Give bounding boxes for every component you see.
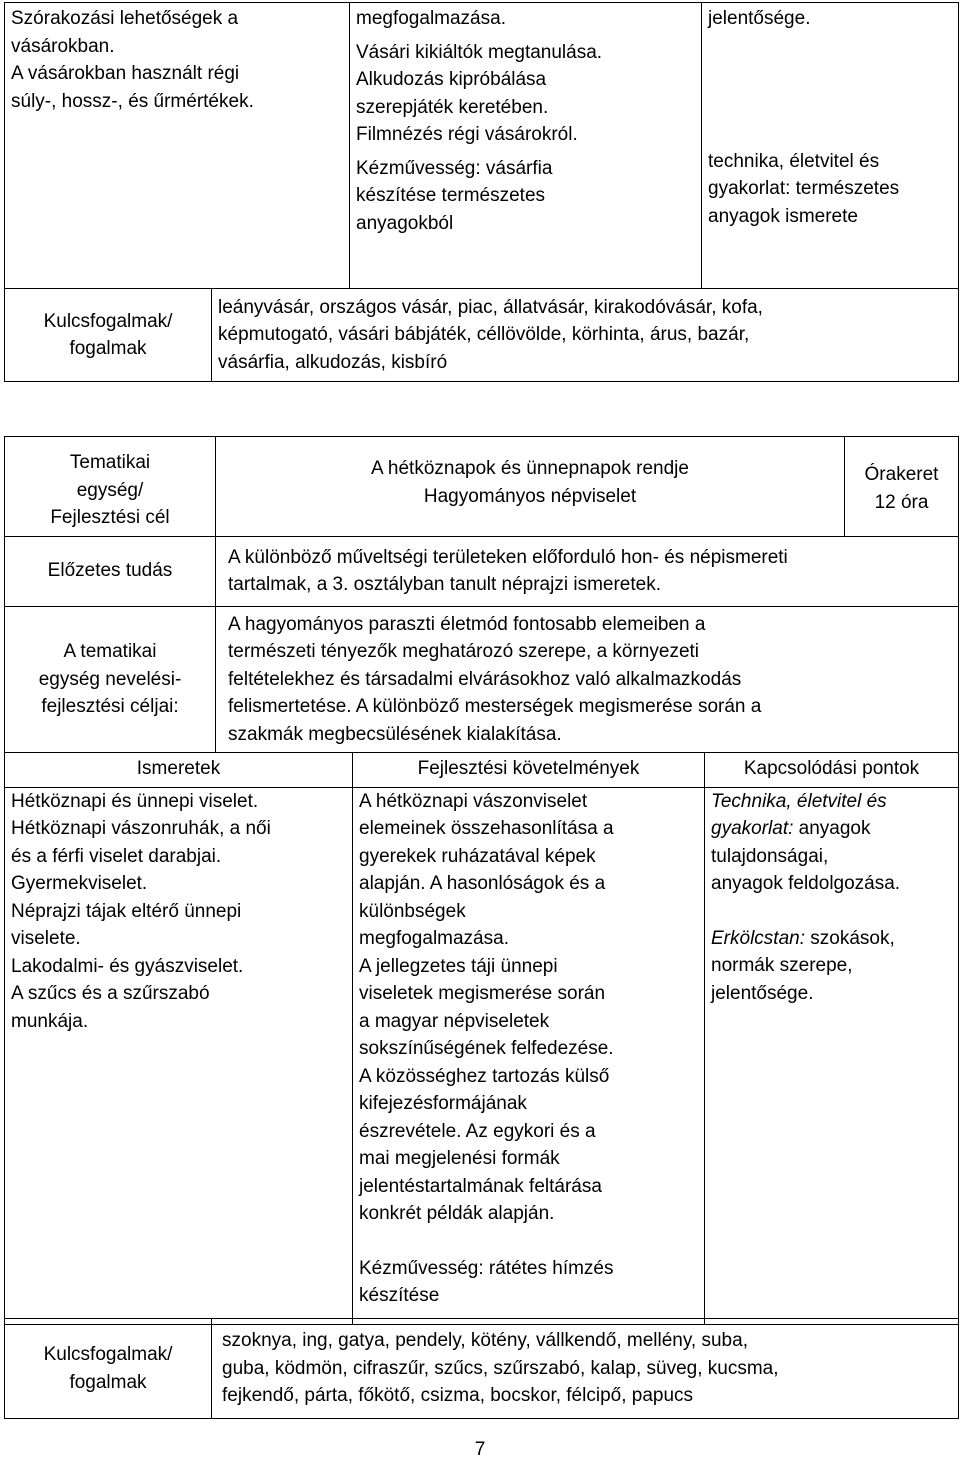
elozetes-tudas bbox=[216, 536, 959, 606]
kulcsfogalmak-label bbox=[5, 289, 212, 382]
kulcsfogalmak-label-2 bbox=[5, 1319, 212, 1419]
table-tematikai-egyseg bbox=[4, 436, 959, 1325]
tematikai-egyseg-title bbox=[216, 437, 845, 537]
text-line: Kézművesség: vásárfia bbox=[356, 157, 553, 179]
text-line: konkrét példák alapján. bbox=[359, 1203, 555, 1224]
text-line: viseletek megismerése során bbox=[359, 983, 606, 1004]
text-line: kifejezésformájának bbox=[359, 1093, 527, 1114]
text-line: Előzetes tudás bbox=[47, 560, 173, 582]
text-line: Filmnézés régi vásárokról. bbox=[356, 124, 578, 145]
text-line: A szűcs és a szűrszabó bbox=[11, 983, 210, 1004]
text-line: megfogalmazása. bbox=[356, 8, 506, 29]
text-line: súly-, hossz-, és űrmértékek. bbox=[11, 90, 254, 112]
spacer bbox=[711, 898, 952, 925]
celjai bbox=[216, 606, 959, 753]
text-line: jelentéstartalmának feltárása bbox=[359, 1175, 602, 1197]
kulcsfogalmak-viselet bbox=[212, 1319, 959, 1419]
text-line: különbségek bbox=[359, 900, 466, 922]
text-line: Hétköznapi vászonruhák, a női bbox=[11, 818, 271, 839]
text-line: leányvásár, országos vásár, piac, állatvásár, kirakodóvásár, kofa, bbox=[218, 296, 763, 318]
text-italic: Erkölcstan: bbox=[711, 927, 805, 949]
spacer bbox=[359, 1228, 698, 1255]
orakeret bbox=[845, 437, 959, 537]
text-line: szakmák megbecsülésének kialakítása. bbox=[228, 723, 562, 745]
page-number: 7 bbox=[474, 1439, 486, 1460]
text-line: Órakeret bbox=[864, 464, 939, 485]
text-line: egység nevelési- bbox=[38, 668, 182, 690]
text-line: viselete. bbox=[11, 928, 81, 949]
text-line: Hétköznapi és ünnepi viselet. bbox=[11, 790, 259, 812]
cell-vasar-tevekenysegek bbox=[350, 3, 702, 289]
text-line bbox=[711, 815, 952, 843]
text-line: feltételekhez és társadalmi elvárásokhoz való alkalmazkodás bbox=[228, 668, 742, 690]
text-line: és a férfi viselet darabjai. bbox=[11, 845, 222, 867]
text-line: Néprajzi tájak eltérő ünnepi bbox=[11, 900, 242, 922]
header-fejlesztesi bbox=[353, 753, 705, 788]
text-line: természeti tényezők meghatározó szerepe, a környezeti bbox=[228, 641, 700, 662]
text-line: munkája. bbox=[11, 1010, 89, 1032]
text-line: Fejlesztési követelmények bbox=[417, 758, 640, 779]
text-italic: gyakorlat: bbox=[711, 818, 794, 839]
text-line: guba, ködmön, cifraszűr, szűcs, szűrszabó, kalap, süveg, kucsma, bbox=[222, 1357, 779, 1379]
text-normal: szokások, bbox=[804, 927, 895, 949]
text-line: elemeinek összehasonlítása a bbox=[359, 818, 614, 839]
text-line: fogalmak bbox=[69, 338, 147, 359]
text-line: Ismeretek bbox=[136, 758, 221, 779]
kapcsolodasi-cell bbox=[705, 787, 959, 1324]
kulcsfogalmak-vasar bbox=[212, 289, 959, 382]
text-line: Kapcsolódási pontok bbox=[743, 758, 920, 779]
text-line: a magyar népviseletek bbox=[359, 1010, 550, 1032]
text-line: készítése természetes bbox=[356, 185, 546, 206]
text-line: tulajdonságai, bbox=[711, 845, 829, 867]
text-normal: anyagok bbox=[793, 818, 871, 839]
cell-vasar-kapcsolodas bbox=[702, 3, 959, 289]
text-line: anyagok feldolgozása. bbox=[711, 873, 901, 894]
text-line: képmutogató, vásári bábjáték, céllövölde, körhinta, árus, bazár, bbox=[218, 324, 750, 346]
text-line: szoknya, ing, gatya, pendely, kötény, vállkendő, mellény, suba, bbox=[222, 1330, 748, 1352]
text-line: A vásárokban használt régi bbox=[11, 63, 240, 84]
text-line: vásárfia, alkudozás, kisbíró bbox=[218, 351, 448, 373]
text-line: tartalmak, a 3. osztályban tanult néprajzi ismeretek. bbox=[228, 574, 661, 595]
text-line: A különböző műveltségi területeken előforduló hon- és népismereti bbox=[228, 546, 788, 568]
table-top bbox=[4, 2, 959, 382]
text-line: gyerekek ruházatával képek bbox=[359, 845, 596, 867]
text-line: Gyermekviselet. bbox=[11, 873, 148, 894]
text-line: anyagok ismerete bbox=[708, 205, 858, 227]
text-line: Hagyományos népviselet bbox=[423, 485, 637, 507]
text-line: normák szerepe, bbox=[711, 955, 853, 976]
text-line: jelentősége. bbox=[711, 982, 814, 1004]
text-line: Vásári kikiáltók megtanulása. bbox=[356, 41, 603, 63]
celjai-label bbox=[5, 606, 216, 753]
ismeretek-cell bbox=[5, 787, 353, 1324]
text-line: szerepjáték keretében. bbox=[356, 96, 549, 118]
text-line: A hétköznapi vászonviselet bbox=[359, 790, 588, 812]
text-line: Fejlesztési cél bbox=[50, 507, 170, 528]
text-line: mai megjelenési formák bbox=[359, 1148, 560, 1169]
text-line: anyagokból bbox=[356, 212, 454, 234]
table-kulcsfogalmak bbox=[4, 1318, 959, 1419]
text-line: A jellegzetes táji ünnepi bbox=[359, 955, 558, 977]
text-line bbox=[711, 925, 952, 953]
text-line: fejlesztési céljai: bbox=[41, 696, 179, 717]
cell-vasar-szorakozas bbox=[5, 3, 350, 289]
header-ismeretek bbox=[5, 753, 353, 788]
elozetes-tudas-label bbox=[5, 536, 216, 606]
fejlesztesi-cell bbox=[353, 787, 705, 1324]
text-line: A hétköznapok és ünnepnapok rendje bbox=[371, 458, 689, 479]
text-line: Technika, életvitel és bbox=[711, 790, 887, 812]
text-line: jelentősége. bbox=[708, 8, 811, 29]
text-line: Lakodalmi- és gyászviselet. bbox=[11, 955, 244, 977]
text-line: Szórakozási lehetőségek a bbox=[11, 8, 239, 29]
text-line: fogalmak bbox=[69, 1371, 147, 1393]
header-kapcsolodasi bbox=[705, 753, 959, 788]
text-line: Alkudozás kipróbálása bbox=[356, 69, 547, 90]
text-line: Kulcsfogalmak/ bbox=[43, 1344, 173, 1365]
text-line: Tematikai bbox=[69, 452, 151, 473]
text-line: technika, életvitel és bbox=[708, 150, 880, 172]
text-line: 12 óra bbox=[874, 491, 929, 513]
text-line: Kézművesség: rátétes hímzés bbox=[359, 1257, 614, 1279]
text-line: A közösséghez tartozás külső bbox=[359, 1065, 610, 1087]
text-line: egység/ bbox=[76, 479, 144, 501]
text-line: A tematikai bbox=[63, 641, 157, 662]
text-line: gyakorlat: természetes bbox=[708, 178, 900, 199]
text-line: fejkendő, párta, főkötő, csizma, bocskor, félcipő, papucs bbox=[222, 1385, 694, 1407]
text-line: vásárokban. bbox=[11, 35, 115, 57]
text-line: felismertetése. A különböző mesterségek megismerése során a bbox=[228, 696, 762, 717]
text-line: észrevétele. Az egykori és a bbox=[359, 1120, 596, 1142]
text-line: A hagyományos paraszti életmód fontosabb elemeiben a bbox=[228, 613, 706, 635]
text-line: Kulcsfogalmak/ bbox=[43, 310, 173, 332]
text-line: sokszínűségének felfedezése. bbox=[359, 1038, 614, 1059]
text-line: megfogalmazása. bbox=[359, 928, 509, 949]
text-line: alapján. A hasonlóságok és a bbox=[359, 873, 606, 894]
text-line: készítése bbox=[359, 1285, 440, 1306]
tematikai-egyseg-label bbox=[5, 437, 216, 537]
